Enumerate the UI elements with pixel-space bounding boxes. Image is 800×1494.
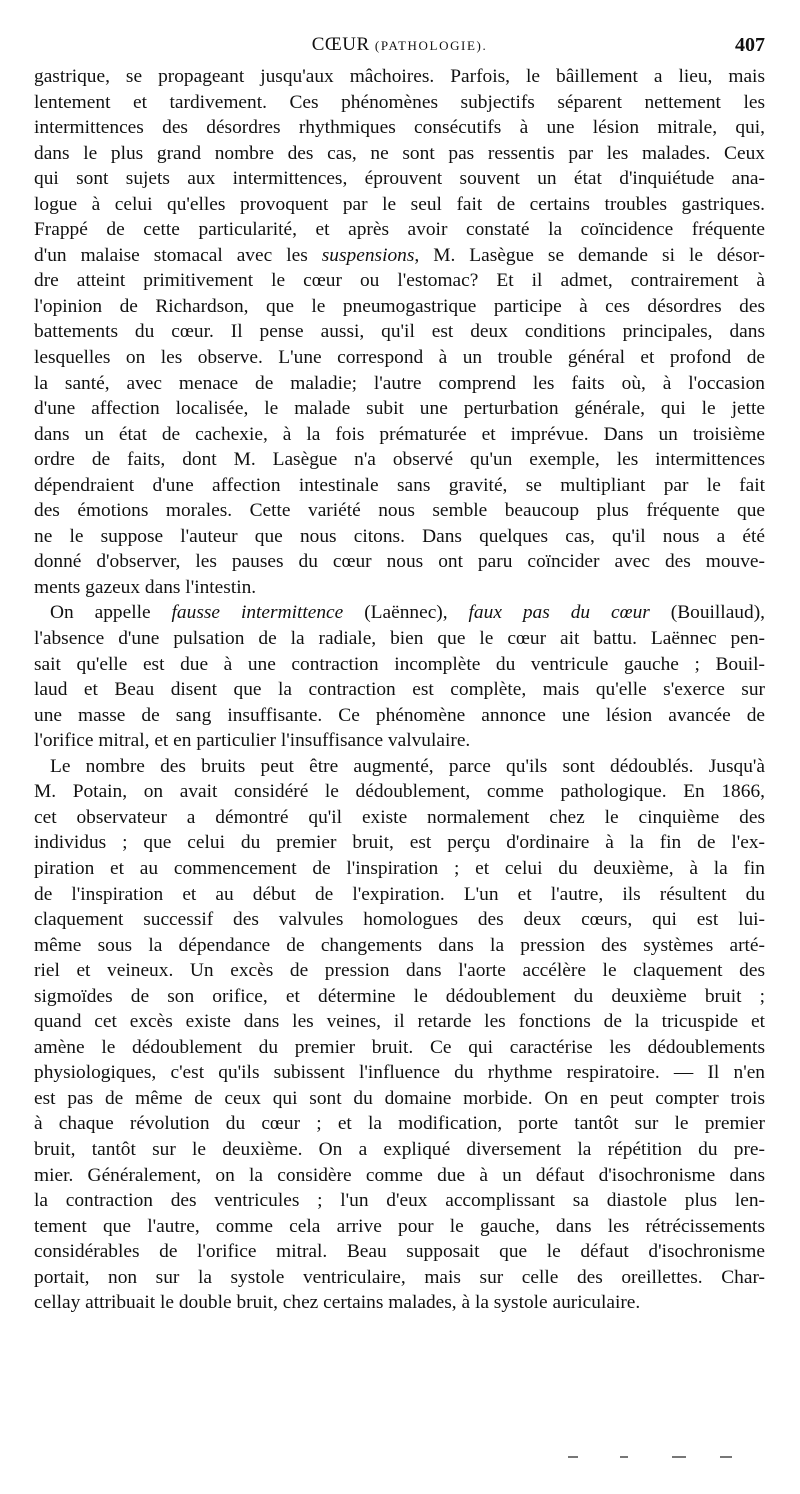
text-line: la santé, avec menace de maladie; l'autre comprend les faits où, à l'occasion [34, 372, 765, 394]
text-line: l'opinion de Richardson, que le pneumogastrique participe à ces désordres des [34, 295, 765, 317]
text-line: tement que l'autre, comme cela arrive pour le gauche, dans les rétrécissements [34, 1215, 765, 1237]
running-title [34, 34, 765, 56]
text-line: amène le dédoublement du premier bruit. Ce qui caractérise les dédoublements [34, 1036, 765, 1058]
text-line: qui sont sujets aux intermittences, éprouvent souvent un état d'inquiétude ana- [34, 168, 765, 190]
text-line: battements du cœur. Il pense aussi, qu'il est deux conditions principales, dans [34, 321, 765, 343]
text-line: lentement et tardivement. Ces phénomènes subjectifs séparent nettement les [34, 91, 765, 113]
scan-mark [672, 1456, 686, 1458]
text-line: à chaque révolution du cœur ; et la modification, porte tantôt sur le premier [34, 1113, 765, 1135]
scan-mark [568, 1456, 578, 1458]
text-line: de l'inspiration et au début de l'expiration. L'un et l'autre, ils résultent du [34, 883, 765, 905]
text-line: ments gazeux dans l'intestin. [34, 576, 257, 598]
text-line: est pas de même de ceux qui sont du domaine morbide. On en peut compter trois [34, 1087, 765, 1109]
text-line: d'un malaise stomacal avec les suspensions, M. Lasègue se demande si le désor- [34, 244, 766, 266]
text-line: une masse de sang insuffisante. Ce phénomène annonce une lésion avancée de [34, 704, 765, 726]
text-line: la contraction des ventricules ; l'un d'eux accomplissant sa diastole plus len- [34, 1190, 765, 1212]
text-line: portait, non sur la systole ventriculaire, mais sur celle des oreillettes. Char- [34, 1266, 765, 1288]
text-line: On appelle fausse intermittence (Laënnec), faux pas du cœur (Bouillaud), [50, 602, 765, 624]
text-line: individus ; que celui du premier bruit, est perçu d'ordinaire à la fin de l'ex- [34, 832, 765, 854]
text-line: quand cet excès existe dans les veines, il retarde les fonctions de la tricuspide et [34, 1011, 765, 1033]
running-title-sub: (PATHOLOGIE). [374, 38, 488, 53]
text-line: cet observateur a démontré qu'il existe normalement chez le cinquième des [34, 806, 765, 828]
text-line: ne le suppose l'auteur que nous citons. Dans quelques cas, qu'il nous a été [34, 525, 765, 547]
text-line: dans un état de cachexie, à la fois prématurée et imprévue. Dans un troisième [34, 423, 765, 445]
text-line: logue à celui qu'elles provoquent par le seul fait de certains troubles gastriques. [34, 193, 765, 215]
text-line: sait qu'elle est due à une contraction incomplète du ventricule gauche ; Bouil- [34, 653, 765, 675]
running-head [34, 34, 765, 60]
emphasis: fausse intermittence [171, 602, 344, 624]
scan-mark [720, 1456, 732, 1458]
text-line: des émotions morales. Cette variété nous semble beaucoup plus fréquente que [34, 500, 765, 522]
emphasis: faux pas du cœur [468, 602, 650, 624]
text-line: mier. Généralement, on la considère comme due à un défaut d'isochronisme dans [34, 1164, 765, 1186]
text-line: d'une affection localisée, le malade subit une perturbation générale, qui le jette [34, 398, 765, 420]
text-line: physiologiques, c'est qu'ils subissent l'influence du rhythme respiratoire. — Il n'en [34, 1062, 765, 1084]
body-text [34, 64, 765, 1316]
text-line: Le nombre des bruits peut être augmenté, parce qu'ils sont dédoublés. Jusqu'à [50, 755, 765, 777]
text-line: riel et veineux. Un excès de pression dans l'aorte accélère le claquement des [34, 960, 765, 982]
text-line: gastrique, se propageant jusqu'aux mâchoires. Parfois, le bâillement a lieu, mais [34, 66, 765, 87]
page-number: 407 [735, 34, 765, 56]
text-line: l'absence d'une pulsation de la radiale, bien que le cœur ait battu. Laënnec pen- [34, 628, 765, 650]
text-line: l'orifice mitral, et en particulier l'insuffisance valvulaire. [34, 730, 471, 752]
text-line: claquement successif des valvules homologues des deux cœurs, qui est lui- [34, 909, 765, 931]
text-line: M. Potain, on avait considéré le dédoublement, comme pathologique. En 1866, [34, 781, 765, 803]
text-line: intermittences des désordres rhythmiques consécutifs à une lésion mitrale, qui, [34, 117, 765, 139]
text-line: lesquelles on les observe. L'une correspond à un trouble général et profond de [34, 347, 765, 369]
footer-scan-marks [560, 1452, 740, 1464]
running-title-main: CŒUR [311, 34, 370, 55]
text-line: Frappé de cette particularité, et après avoir constaté la coïncidence fréquente [34, 219, 765, 241]
text-line: laud et Beau disent que la contraction est complète, mais qu'elle s'exerce sur [34, 679, 765, 701]
text-line: donné d'observer, les pauses du cœur nous ont paru coïncider avec des mouve- [34, 551, 765, 573]
text-line: dans le plus grand nombre des cas, ne sont pas ressentis par les malades. Ceux [34, 142, 765, 164]
text-line: ordre de faits, dont M. Lasègue n'a observé qu'un exemple, les intermittences [34, 449, 765, 471]
text-line: dépendraient d'une affection intestinale sans gravité, se multipliant par le fait [34, 474, 765, 496]
text-line: dre atteint primitivement le cœur ou l'estomac? Et il admet, contrairement à [34, 270, 765, 292]
text-line: piration et au commencement de l'inspiration ; et celui du deuxième, à la fin [34, 857, 765, 879]
text-line: cellay attribuait le double bruit, chez certains malades, à la systole auriculaire. [34, 1292, 641, 1314]
scan-mark [620, 1456, 628, 1458]
text-line: considérables de l'orifice mitral. Beau supposait que le défaut d'isochronisme [34, 1241, 765, 1263]
text-line: même sous la dépendance de changements dans la pression des systèmes arté- [34, 934, 765, 956]
text-line: bruit, tantôt sur le deuxième. On a expliqué diversement la répétition du pre- [34, 1138, 765, 1160]
text-line: sigmoïdes de son orifice, et détermine le dédoublement du deuxième bruit ; [34, 985, 765, 1007]
emphasis: suspensions [321, 244, 415, 266]
